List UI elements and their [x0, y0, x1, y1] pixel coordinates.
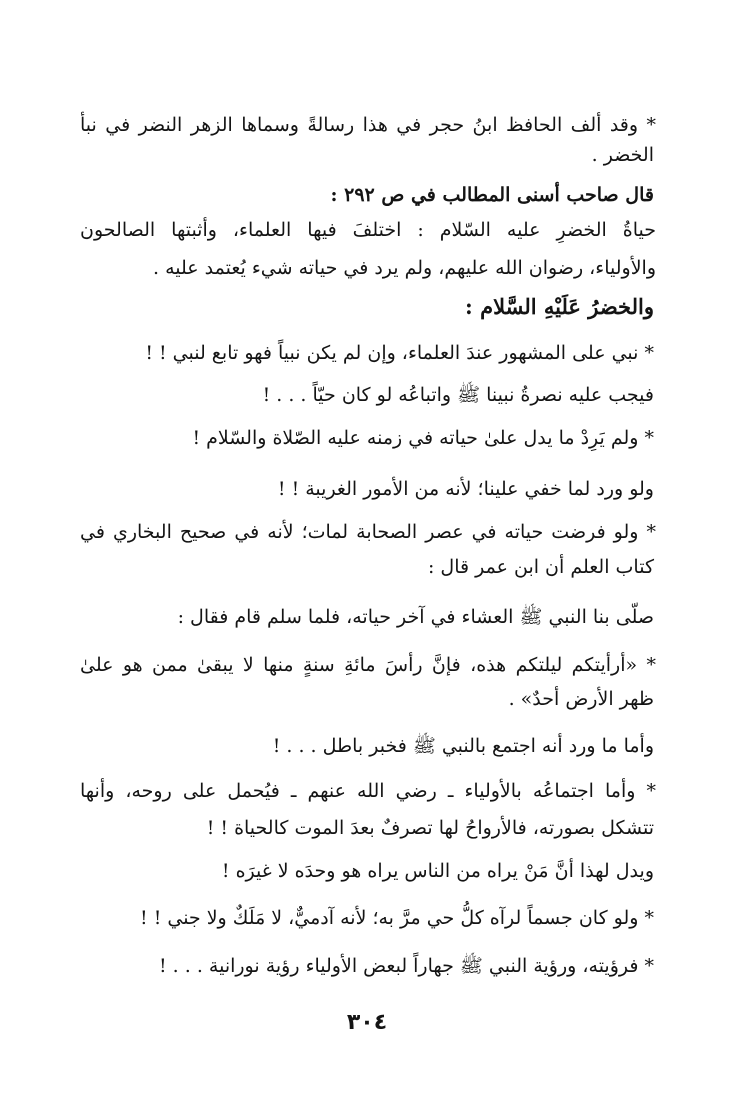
text-line-10: ولو ورد لما خفي علينا؛ لأنه من الأمور الغريبة ! ! — [277, 478, 654, 500]
text-line-20: * ولو كان جسماً لرآه كلُّ حي مرَّ به؛ لأنه آدميٌّ، لا مَلَكٌ ولا جني ! ! — [140, 907, 654, 929]
text-line-16: وأما ما ورد أنه اجتمع بالنبي ﷺ فخبر باطل . . . ! — [272, 735, 654, 757]
text-line-12: كتاب العلم أن ابن عمر قال : — [427, 556, 654, 578]
text-line-13: صلّى بنا النبي ﷺ العشاء في آخر حياته، فلما سلم قام فقال : — [177, 606, 654, 628]
text-line-1: * وقد ألف الحافظ ابنُ حجر في هذا رسالةً وسماها الزهر النضر في نبأ — [80, 114, 656, 136]
text-line-14: * «أرأيتكم ليلتكم هذه، فإنَّ رأسَ مائةِ سنةٍ منها لا يبقىٰ ممن هو علىٰ — [80, 654, 656, 676]
text-line-7: * نبي على المشهور عندَ العلماء، وإن لم يكن نبياً فهو تابع لنبي ! ! — [145, 342, 654, 364]
text-line-2: الخضر . — [591, 144, 654, 166]
text-line-11: * ولو فرضت حياته في عصر الصحابة لمات؛ لأنه في صحيح البخاري في — [80, 521, 656, 543]
text-line-9: * ولم يَرِدْ ما يدل علىٰ حياته في زمنه عليه الصّلاة والسّلام ! — [192, 427, 654, 449]
text-line-15: ظهر الأرض أحدٌ» . — [508, 688, 654, 710]
text-line-8: فيجب عليه نصرةُ نبينا ﷺ واتباعُه لو كان حيّاً . . . ! — [262, 384, 654, 406]
text-line-18: تتشكل بصورته، فالأرواحُ لها تصرفٌ بعدَ الموت كالحياة ! ! — [206, 817, 654, 839]
text-line-4: حياةُ الخضرِ عليه السّلام : اختلفَ فيها العلماء، وأثبتها الصالحون — [80, 219, 656, 241]
text-line-21: * فرؤيته، ورؤية النبي ﷺ جهاراً لبعض الأولياء رؤية نورانية . . . ! — [158, 955, 654, 977]
text-line-17: * وأما اجتماعُه بالأولياء ـ رضي الله عنهم ـ فيُحمل على روحه، وأنها — [80, 780, 656, 802]
subheading: والخضرُ عَلَيْهِ السَّلام : — [465, 294, 654, 319]
section-heading: قال صاحب أسنى المطالب في ص ٢٩٢ : — [330, 184, 654, 206]
text-line-19: ويدل لهذا أنَّ مَنْ يراه من الناس يراه هو وحدَه لا غيرَه ! — [221, 860, 654, 882]
text-line-5: والأولياء، رضوان الله عليهم، ولم يرد في حياته شيء يُعتمد عليه . — [153, 257, 656, 279]
page-number: ٣٠٤ — [346, 1010, 388, 1035]
